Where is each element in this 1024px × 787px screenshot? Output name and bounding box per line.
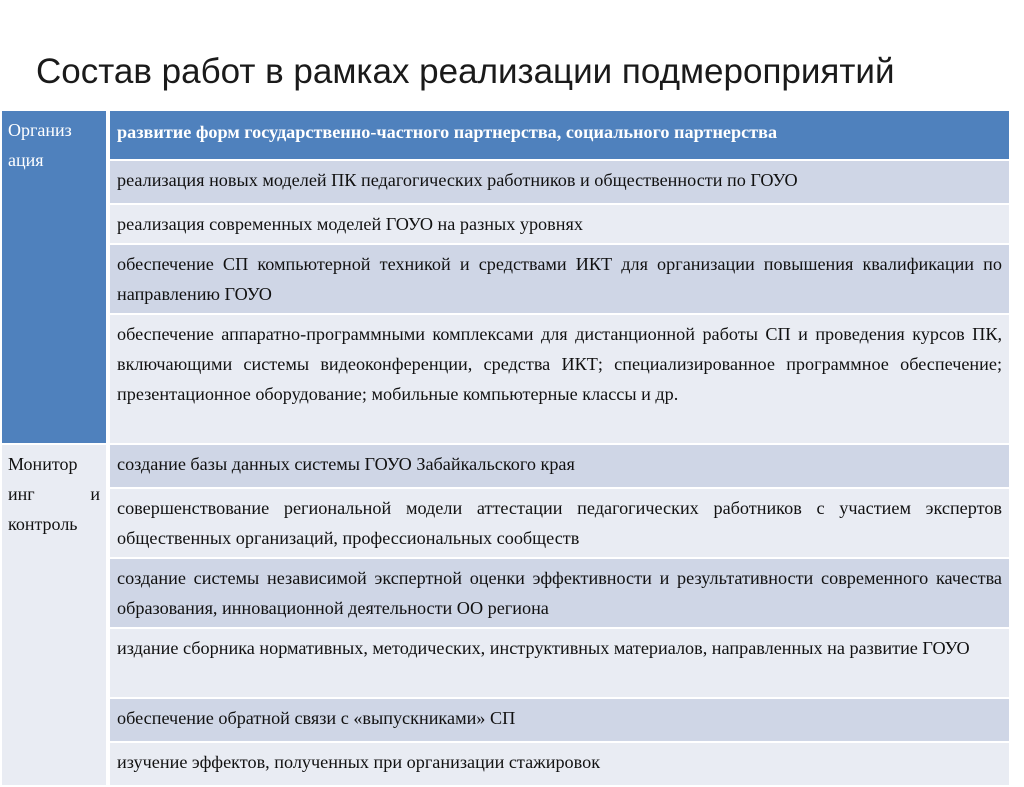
- table-cell: развитие форм государственно-частного партнерства, социального партнерства: [110, 111, 1009, 161]
- table-row: [2, 559, 1009, 629]
- table-row: [2, 743, 1009, 787]
- table-cell: создание системы независимой экспертной оценки эффективности и результативности современного качества образования, инновационной деятельности ОО региона: [110, 559, 1009, 629]
- table-row: [2, 445, 1009, 489]
- table-cell: создание базы данных системы ГОУО Забайкальского края: [110, 445, 1009, 489]
- table-cell: изучение эффектов, полученных при организации стажировок: [110, 743, 1009, 787]
- category-label-line: Монитор: [8, 454, 78, 474]
- table-row: [2, 699, 1009, 743]
- works-table: [2, 111, 1009, 787]
- table-row: [2, 629, 1009, 699]
- table-row: [2, 111, 1009, 161]
- category-label-word: и: [90, 484, 100, 504]
- table-cell: реализация современных моделей ГОУО на разных уровнях: [110, 205, 1009, 245]
- table-row: [2, 161, 1009, 205]
- category-monitoring: [2, 445, 110, 787]
- table-cell: совершенствование региональной модели аттестации педагогических работников с участием экспертов общественных организаций, профессиональных сообществ: [110, 489, 1009, 559]
- category-label-word: инг: [8, 484, 35, 504]
- table-cell: реализация новых моделей ПК педагогических работников и общественности по ГОУО: [110, 161, 1009, 205]
- slide-title: Состав работ в рамках реализации подмероприятий: [36, 52, 895, 91]
- table-cell: обеспечение аппаратно-программными комплексами для дистанционной работы СП и проведения курсов ПК, включающими системы видеоконференции, средства ИКТ; специализированное программное обеспечение; презентационное оборудование; мобильные компьютерные классы и др.: [110, 315, 1009, 445]
- table-row: [2, 315, 1009, 445]
- table-row: [2, 489, 1009, 559]
- table-row: [2, 205, 1009, 245]
- category-label-line: [8, 479, 100, 509]
- table-cell: обеспечение СП компьютерной техникой и средствами ИКТ для организации повышения квалификации по направлению ГОУО: [110, 245, 1009, 315]
- table-cell: издание сборника нормативных, методических, инструктивных материалов, направленных на развитие ГОУО: [110, 629, 1009, 699]
- table-cell: обеспечение обратной связи с «выпускниками» СП: [110, 699, 1009, 743]
- category-organization: [2, 111, 110, 445]
- category-label-line: Организ: [8, 120, 72, 140]
- category-label-line: ация: [8, 150, 44, 170]
- category-label-line: контроль: [8, 514, 78, 534]
- table-row: [2, 245, 1009, 315]
